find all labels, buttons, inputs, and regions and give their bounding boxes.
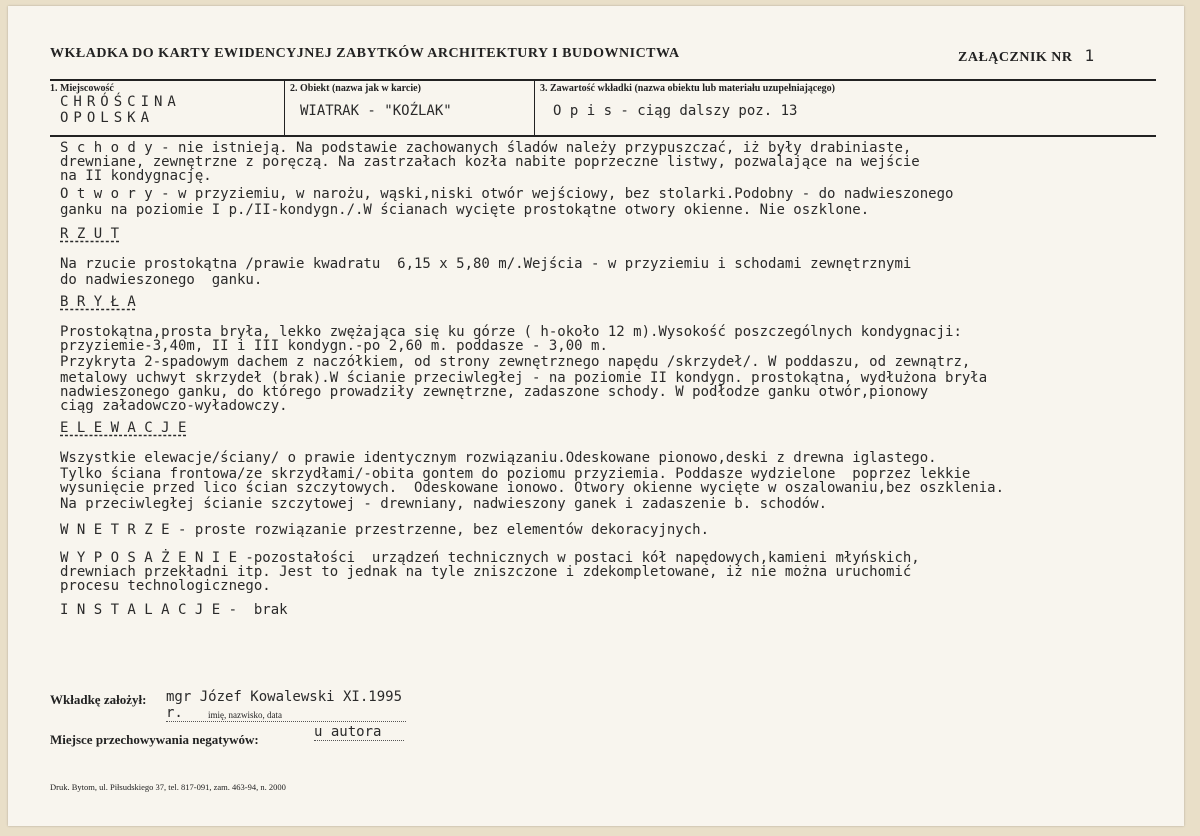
content-label: 3. Zawartość wkładki (nazwa obiektu lub materiału uzupełniającego) <box>540 83 836 94</box>
body-line: Prostokątna,prosta bryła, lekko zwężająca się ku górze ( h-około 12 m).Wysokość poszczególnych kondygnacji: <box>60 324 962 340</box>
storage-label: Miejsce przechowywania negatywów: <box>50 732 259 747</box>
body-line: Przykryta 2-spadowym dachem z naczółkiem, od strony zewnętrznego napędu /skrzydeł/. W poddaszu, od zewnątrz, <box>60 354 971 370</box>
body-line: przyziemie-3,40m, II i III kondygn.-po 2,60 m. poddasze - 3,00 m. <box>60 338 608 354</box>
body-line: procesu technologicznego. <box>60 578 271 594</box>
table-top-rule <box>50 79 1156 81</box>
evidence-card-insert <box>8 6 1184 826</box>
body-line: ganku na poziomie I p./II-kondygn./.W ścianach wycięte prostokątne otwory okienne. Nie oszklone. <box>60 202 870 218</box>
printer-info: Druk. Bytom, ul. Piłsudskiego 37, tel. 817-091, zam. 463-94, n. 2000 <box>50 782 286 792</box>
body-line: Tylko ściana frontowa/ze skrzydłami/-obita gontem do poziomu przyziemia. Poddasze wydzielone poprzez lekkie <box>60 466 971 482</box>
body-line: Na rzucie prostokątna /prawie kwadratu 6,15 x 5,80 m/.Wejścia - w przyziemiu i schodami zewnętrznymi <box>60 256 912 272</box>
founder-caption: imię, nazwisko, data <box>208 710 282 720</box>
body-line: wysunięcie przed lico ścian szczytowych. Odeskowane ionowo. Otwory okienne wycięte w oszalowaniu,bez oszklenia. <box>60 480 1005 496</box>
body-line: Na przeciwległej ścianie szczytowej - drewniany, nadwieszony ganek i zadaszenie b. schodów. <box>60 496 828 512</box>
content-value: O p i s - ciąg dalszy poz. 13 <box>553 103 798 119</box>
founder-label: Wkładkę założył: <box>50 692 147 707</box>
locality-line-1: CHRÓŚCINA <box>60 94 181 110</box>
body-line: drewniach przekładni itp. Jest to jednak na tyle zniszczone i zdekompletowane, iż nie można uruchomić <box>60 564 912 580</box>
section-heading-bryla: B R Y Ł A <box>60 294 136 310</box>
object-label: 2. Obiekt (nazwa jak w karcie) <box>290 83 421 94</box>
section-wyposazenie: W Y P O S A Ż E N I E -pozostałości urządzeń technicznych w postaci kół napędowych,kamieni młyńskich, <box>60 550 920 566</box>
section-heading-rzut: R Z U T <box>60 226 120 242</box>
section-wnetrze: W N E T R Z E - proste rozwiązanie przestrzenne, bez elementów dekoracyjnych. <box>60 522 710 538</box>
locality-line-2: OPOLSKA <box>60 110 155 126</box>
body-line: nadwieszonego ganku, do którego prowadziły zewnętrzne, zadaszone schody. W podłodze ganku otwór,pionowy <box>60 384 929 400</box>
locality-label: 1. Miejscowość <box>50 83 114 94</box>
body-line: metalowy uchwyt skrzydeł (brak).W ścianie przeciwległej - na poziomie II kondygn. prostokątna, wydłużona bryła <box>60 370 988 386</box>
table-bottom-rule <box>50 135 1156 137</box>
body-line: ciąg załadowczo-wyładowczy. <box>60 398 288 414</box>
body-line: O t w o r y - w przyziemiu, w narożu, wąski,niski otwór wejściowy, bez stolarki.Podobny - do nadwieszonego <box>60 186 954 202</box>
storage-value: u autora <box>314 724 404 741</box>
body-line: S c h o d y - nie istnieją. Na podstawie zachowanych śladów należy przypuszczać, iż były drabiniaste, <box>60 140 912 156</box>
body-line: do nadwieszonego ganku. <box>60 272 263 288</box>
section-heading-elewacje: E L E W A C J E <box>60 420 187 436</box>
body-line: Wszystkie elewacje/ściany/ o prawie identycznym rozwiązaniu.Odeskowane pionowo,deski z drewna iglastego. <box>60 450 937 466</box>
section-instalacje: I N S T A L A C J E - brak <box>60 602 288 618</box>
column-divider-2 <box>534 81 535 135</box>
founder-value: mgr Józef Kowalewski XI.1995 r. <box>166 689 406 722</box>
object-value: WIATRAK - "KOŹLAK" <box>300 103 452 119</box>
attachment-label: ZAŁĄCZNIK NR 1 <box>958 46 1095 65</box>
document-title: WKŁADKA DO KARTY EWIDENCYJNEJ ZABYTKÓW ARCHITEKTURY I BUDOWNICTWA <box>50 46 680 61</box>
attachment-number: 1 <box>1084 46 1095 65</box>
body-line: na II kondygnację. <box>60 168 212 184</box>
column-divider-1 <box>284 81 285 135</box>
body-line: drewniane, zewnętrzne z poręczą. Na zastrzałach kozła nabite poprzeczne listwy, pozwalające na wejście <box>60 154 920 170</box>
